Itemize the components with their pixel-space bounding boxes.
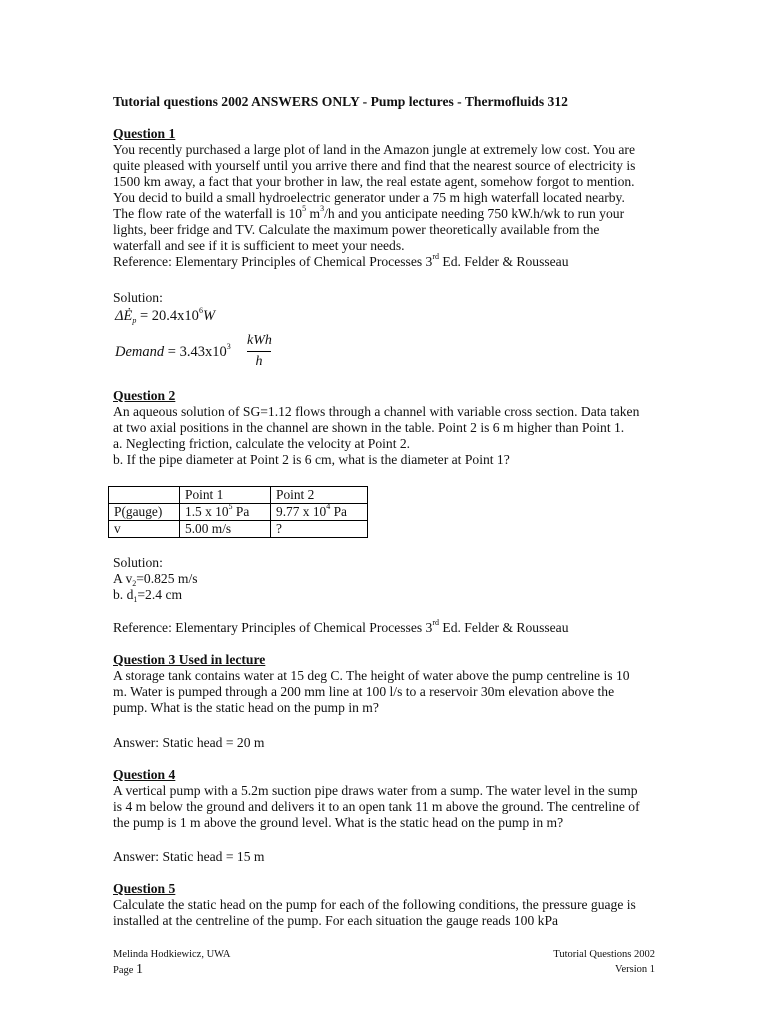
table-row-label: P(gauge) <box>109 504 180 521</box>
question-2-heading: Question 2 <box>113 388 176 403</box>
question-4 <box>113 767 658 831</box>
table-header-cell: Point 2 <box>271 487 368 504</box>
question-2-reference: Reference: Elementary Principles of Chemical Processes 3rd Ed. Felder & Rousseau <box>113 618 569 635</box>
table-row <box>109 487 368 504</box>
question-4-answer: Answer: Static head = 15 m <box>113 849 265 864</box>
question-2-solution <box>113 555 658 603</box>
question-1-reference: Reference: Elementary Principles of Chemical Processes 3rd Ed. Felder & Rousseau <box>113 252 569 269</box>
page-number: 1 <box>136 962 144 977</box>
table-header-cell: Point 1 <box>180 487 271 504</box>
table-cell: ? <box>271 521 368 538</box>
table-cell: 9.77 x $10^4$ Pa <box>271 504 368 521</box>
question-5-line: installed at the centreline of the pump. For each situation the gauge reads 100 kPa <box>113 913 559 928</box>
footer-version: Version 1 <box>615 964 655 975</box>
question-2-line: b. If the pipe diameter at Point 2 is 6 cm, what is the diameter at Point 1? <box>113 452 510 467</box>
question-1-line: quite pleased with yourself until you arrive there and find that the nearest source of electricity is <box>113 158 636 173</box>
question-1-line: lights, beer fridge and TV. Calculate the maximum power theoretically available from the <box>113 222 600 237</box>
question-1-line: You recently purchased a large plot of land in the Amazon jungle at extremely low cost. You are <box>113 142 635 157</box>
power-equation: $\Delta Ė_p = 20.4x10^6W$ <box>115 306 216 325</box>
question-3-line: A storage tank contains water at 15 deg C. The height of water above the pump centreline is 10 <box>113 668 630 683</box>
demand-fraction-numerator: kWh <box>247 333 272 348</box>
question-2-line: at two axial positions in the channel are shown in the table. Point 2 is 6 m higher than Point 1. <box>113 420 625 435</box>
footer-page: Page 1 <box>113 962 144 977</box>
question-1-heading: Question 1 <box>113 126 176 141</box>
demand-equation: Demand = $3.43x10^3$ <box>115 342 231 360</box>
table-row <box>109 504 368 521</box>
question-1-line: You decid to build a small hydroelectric generator under a 75 m high waterfall located nearby. <box>113 190 625 205</box>
question-4-heading: Question 4 <box>113 767 176 782</box>
question-2-answer-b: b. $d_1=2.4$ cm <box>113 587 183 604</box>
question-4-line: A vertical pump with a 5.2m suction pipe draws water from a sump. The water level in the sump <box>113 783 638 798</box>
question-1 <box>113 126 658 270</box>
question-3 <box>113 652 658 716</box>
demand-fraction-denominator: h <box>255 354 263 369</box>
question-2-line: An aqueous solution of SG=1.12 flows through a channel with variable cross section. Data taken <box>113 404 640 419</box>
table-cell: 5.00 m/s <box>180 521 271 538</box>
question-1-line: waterfall and see if it is sufficient to meet your needs. <box>113 238 405 253</box>
table-cell <box>109 487 180 504</box>
question-5 <box>113 881 658 929</box>
question-3-line: pump. What is the static head on the pump in m? <box>113 700 379 715</box>
table-cell: 1.5 x $10^5$ Pa <box>180 504 271 521</box>
question-1-line: 1500 km away, a fact that your brother in law, the real estate agent, somehow forgot to mention. <box>113 174 635 189</box>
question-2 <box>113 388 658 468</box>
footer-author: Melinda Hodkiewicz, UWA <box>113 949 231 960</box>
footer-doc-title: Tutorial Questions 2002 <box>553 949 655 960</box>
data-table <box>108 486 368 538</box>
question-5-line: Calculate the static head on the pump for each of the following conditions, the pressure guage is <box>113 897 636 912</box>
fraction-bar <box>247 351 271 352</box>
question-4-line: the pump is 1 m above the ground level. What is the static head on the pump in m? <box>113 815 564 830</box>
table-row <box>109 521 368 538</box>
question-1-line: The flow rate of the waterfall is $10^5$ $m^3/h$ and you anticipate needing 750 kW.h/wk to run your <box>113 204 625 221</box>
question-2-line: a. Neglecting friction, calculate the velocity at Point 2. <box>113 436 411 451</box>
question-3-heading: Question 3 Used in lecture <box>113 652 266 667</box>
question-4-line: is 4 m below the ground and delivers it to an open tank 11 m above the ground. The centreline of <box>113 799 640 814</box>
question-5-heading: Question 5 <box>113 881 176 896</box>
question-2-answer-a: A $v_2=0.825$ m/s <box>113 571 198 588</box>
question-3-answer: Answer: Static head = 20 m <box>113 735 265 750</box>
document-title: Tutorial questions 2002 ANSWERS ONLY - Pump lectures - Thermofluids 312 <box>113 94 568 109</box>
table-row-label: v <box>109 521 180 538</box>
question-3-line: m. Water is pumped through a 200 mm line at 100 l/s to a reservoir 30m elevation above the <box>113 684 615 699</box>
question-1-solution-label: Solution: <box>113 290 163 305</box>
question-2-solution-label: Solution: <box>113 555 163 570</box>
